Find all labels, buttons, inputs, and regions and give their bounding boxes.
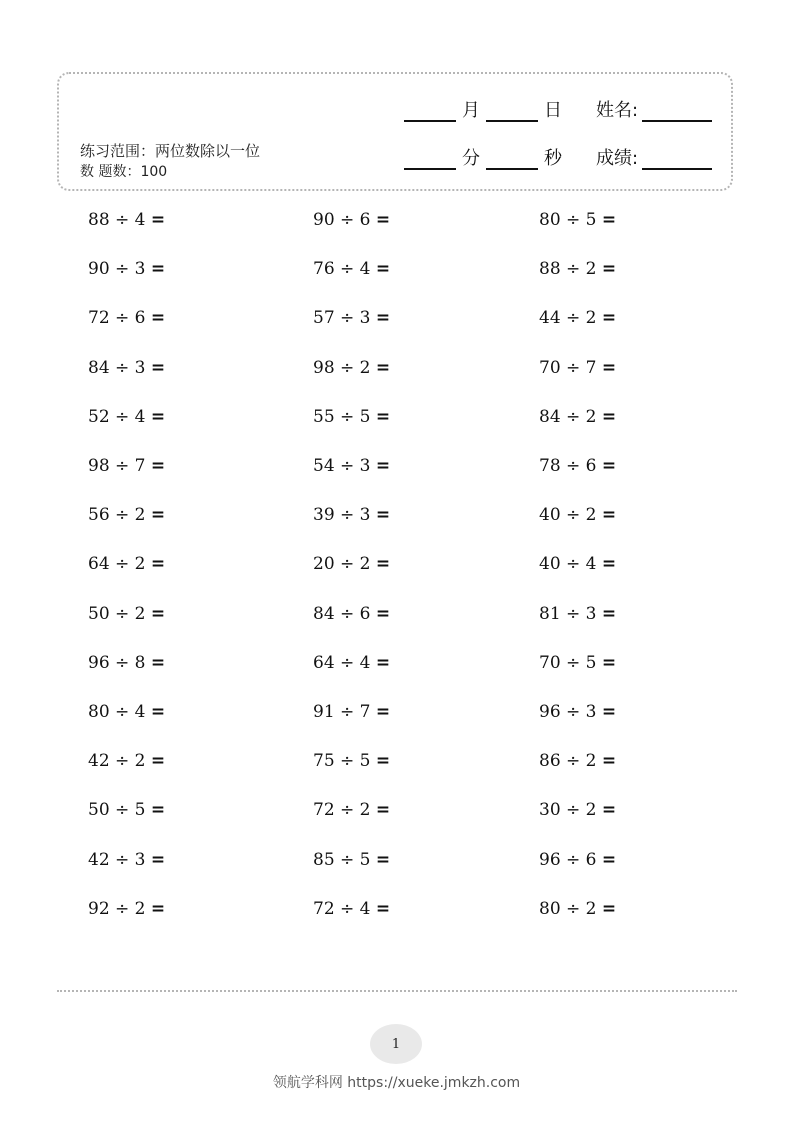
problem-item: [313, 505, 390, 525]
equals-sign: =: [150, 308, 166, 329]
problem-item: [539, 259, 616, 279]
problem-item: [539, 850, 616, 870]
minute-label: 分: [462, 148, 480, 169]
equals-sign: =: [601, 308, 617, 329]
equals-sign: =: [601, 554, 617, 575]
problem-expression: 91 ÷ 7: [313, 702, 371, 722]
problem-expression: 85 ÷ 5: [313, 849, 371, 870]
problem-expression: 42 ÷ 3: [88, 849, 146, 870]
problem-expression: 90 ÷ 3: [88, 259, 146, 280]
equals-sign: =: [150, 406, 166, 427]
problem-expression: 50 ÷ 2: [88, 603, 146, 624]
problem-item: [313, 259, 390, 279]
problem-expression: 80 ÷ 2: [539, 898, 597, 919]
name-label: 姓名:: [596, 100, 639, 121]
equals-sign: =: [150, 800, 166, 821]
equals-sign: =: [601, 800, 617, 821]
equals-sign: =: [375, 357, 391, 378]
problem-item: [88, 554, 165, 574]
problem-item: [313, 554, 390, 574]
equals-sign: =: [601, 751, 617, 772]
problem-expression: 98 ÷ 7: [88, 456, 146, 476]
problem-item: [88, 505, 165, 525]
equals-sign: =: [375, 652, 391, 673]
problem-expression: 70 ÷ 7: [539, 357, 597, 378]
problem-expression: 54 ÷ 3: [313, 456, 371, 476]
equals-sign: =: [601, 898, 617, 919]
problem-expression: 57 ÷ 3: [313, 308, 371, 329]
practice-range: 练习范围：两位数除以一位: [80, 142, 261, 160]
score-blank[interactable]: [642, 148, 712, 170]
problem-item: [313, 308, 390, 328]
equals-sign: =: [150, 603, 166, 624]
date-name-row: [404, 96, 712, 122]
problem-expression: 88 ÷ 2: [539, 259, 597, 280]
month-blank[interactable]: [404, 100, 456, 122]
equals-sign: =: [601, 652, 617, 673]
equals-sign: =: [150, 702, 166, 722]
problem-expression: 64 ÷ 4: [313, 652, 371, 673]
problem-expression: 80 ÷ 4: [88, 702, 146, 722]
footer-site-text: 领航学科网 https://xueke.jmkzh.com: [272, 1075, 521, 1091]
problem-expression: 78 ÷ 6: [539, 456, 597, 476]
equals-sign: =: [601, 406, 617, 427]
problem-expression: 81 ÷ 3: [539, 603, 597, 624]
equals-sign: =: [150, 357, 166, 378]
problem-expression: 42 ÷ 2: [88, 751, 146, 772]
equals-sign: =: [601, 210, 617, 230]
score-label: 成绩:: [596, 148, 639, 169]
equals-sign: =: [375, 406, 391, 427]
problem-expression: 40 ÷ 2: [539, 505, 597, 526]
problem-item: [313, 210, 390, 230]
problem-item: [88, 308, 165, 328]
problem-item: [539, 210, 616, 230]
problem-expression: 44 ÷ 2: [539, 308, 597, 329]
problem-item: [539, 308, 616, 328]
month-label: 月: [462, 100, 480, 121]
problem-expression: 70 ÷ 5: [539, 652, 597, 673]
problem-expression: 96 ÷ 3: [539, 702, 597, 722]
equals-sign: =: [150, 849, 166, 870]
equals-sign: =: [375, 456, 391, 476]
problem-item: [539, 800, 616, 820]
problem-expression: 52 ÷ 4: [88, 406, 146, 427]
problem-item: [88, 407, 165, 427]
equals-sign: =: [150, 505, 166, 526]
problem-item: [88, 850, 165, 870]
problem-expression: 39 ÷ 3: [313, 505, 371, 526]
problem-expression: 64 ÷ 2: [88, 554, 146, 575]
equals-sign: =: [375, 702, 391, 722]
problem-item: [313, 456, 390, 476]
equals-sign: =: [601, 357, 617, 378]
day-label: 日: [544, 100, 562, 121]
problem-item: [88, 358, 165, 378]
problem-item: [313, 653, 390, 673]
problem-item: [313, 751, 390, 771]
equals-sign: =: [375, 849, 391, 870]
problem-item: [88, 210, 165, 230]
second-blank[interactable]: [486, 148, 538, 170]
equals-sign: =: [150, 652, 166, 673]
problem-item: [539, 358, 616, 378]
problem-item: [539, 899, 616, 919]
problem-item: [313, 604, 390, 624]
problem-expression: 90 ÷ 6: [313, 210, 371, 230]
problem-item: [88, 899, 165, 919]
problem-expression: 72 ÷ 2: [313, 800, 371, 821]
problem-item: [539, 702, 616, 722]
problem-expression: 40 ÷ 4: [539, 554, 597, 575]
problem-item: [539, 505, 616, 525]
problem-expression: 98 ÷ 2: [313, 357, 371, 378]
equals-sign: =: [601, 849, 617, 870]
problem-expression: 96 ÷ 8: [88, 652, 146, 673]
problem-item: [88, 702, 165, 722]
time-score-row: [404, 144, 712, 170]
problem-item: [539, 751, 616, 771]
equals-sign: =: [150, 210, 166, 230]
equals-sign: =: [375, 505, 391, 526]
equals-sign: =: [150, 751, 166, 772]
equals-sign: =: [601, 259, 617, 280]
name-blank[interactable]: [642, 100, 712, 122]
problem-item: [539, 604, 616, 624]
problem-item: [88, 653, 165, 673]
problem-expression: 76 ÷ 4: [313, 259, 371, 280]
problem-expression: 92 ÷ 2: [88, 898, 146, 919]
equals-sign: =: [601, 603, 617, 624]
equals-sign: =: [375, 308, 391, 329]
equals-sign: =: [375, 603, 391, 624]
problem-expression: 20 ÷ 2: [313, 554, 371, 575]
footer-divider: [57, 990, 737, 992]
question-count: 数 题数：100: [80, 164, 168, 180]
problem-item: [313, 407, 390, 427]
problem-item: [313, 702, 390, 722]
minute-blank[interactable]: [404, 148, 456, 170]
second-label: 秒: [544, 148, 562, 169]
problem-expression: 30 ÷ 2: [539, 800, 597, 821]
problem-item: [539, 653, 616, 673]
problem-expression: 86 ÷ 2: [539, 751, 597, 772]
problem-item: [313, 358, 390, 378]
problem-expression: 88 ÷ 4: [88, 210, 146, 230]
problem-expression: 96 ÷ 6: [539, 849, 597, 870]
equals-sign: =: [150, 898, 166, 919]
equals-sign: =: [601, 702, 617, 722]
equals-sign: =: [375, 210, 391, 230]
page-number: 1: [370, 1024, 422, 1064]
problem-expression: 50 ÷ 5: [88, 800, 146, 821]
equals-sign: =: [150, 259, 166, 280]
problem-item: [539, 407, 616, 427]
problem-expression: 55 ÷ 5: [313, 406, 371, 427]
problem-expression: 75 ÷ 5: [313, 751, 371, 772]
problem-expression: 84 ÷ 3: [88, 357, 146, 378]
day-blank[interactable]: [486, 100, 538, 122]
problem-item: [539, 554, 616, 574]
problem-item: [313, 899, 390, 919]
problem-expression: 80 ÷ 5: [539, 210, 597, 230]
problem-item: [539, 456, 616, 476]
equals-sign: =: [375, 554, 391, 575]
problem-expression: 84 ÷ 2: [539, 406, 597, 427]
equals-sign: =: [150, 554, 166, 575]
problem-item: [88, 604, 165, 624]
equals-sign: =: [375, 898, 391, 919]
problem-item: [313, 850, 390, 870]
problem-item: [313, 800, 390, 820]
problem-expression: 72 ÷ 6: [88, 308, 146, 329]
problem-expression: 56 ÷ 2: [88, 505, 146, 526]
equals-sign: =: [375, 751, 391, 772]
problem-item: [88, 800, 165, 820]
problem-expression: 72 ÷ 4: [313, 898, 371, 919]
equals-sign: =: [375, 259, 391, 280]
problem-item: [88, 456, 165, 476]
equals-sign: =: [601, 456, 617, 476]
problem-item: [88, 259, 165, 279]
equals-sign: =: [601, 505, 617, 526]
problem-item: [88, 751, 165, 771]
problem-expression: 84 ÷ 6: [313, 603, 371, 624]
equals-sign: =: [150, 456, 166, 476]
equals-sign: =: [375, 800, 391, 821]
